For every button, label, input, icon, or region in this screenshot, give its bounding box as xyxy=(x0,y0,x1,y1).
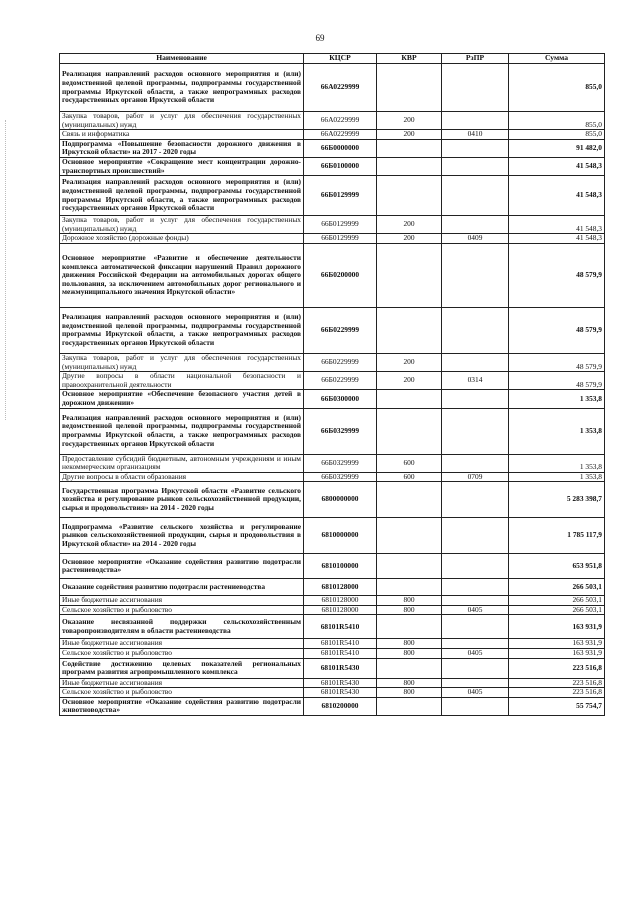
row-name-text: Основное мероприятие «Развитие и обеспечение деятельности комплекса автоматической фиксации нарушений Правил дорожного движения Российской Федерации на автомобильных дорогах общего пользования, за исключением автомобильных дорог регионального и межмуниципального значения Иркутской области» xyxy=(62,252,301,297)
cell-sum: 48 579,9 xyxy=(509,243,605,307)
table-row xyxy=(60,482,605,518)
row-name-text: Закупка товаров, работ и услуг для обеспечения государственных (муниципальных) нужд xyxy=(62,111,301,129)
cell-kcsr: 6810100000 xyxy=(304,554,377,579)
cell-kcsr: 66А0229999 xyxy=(304,130,377,140)
row-name-text: Иные бюджетные ассигнования xyxy=(62,638,163,648)
cell-name xyxy=(60,139,304,157)
cell-name xyxy=(60,658,304,678)
cell-sum: 41 548,3 xyxy=(509,216,605,234)
table-row xyxy=(60,64,605,112)
cell-name xyxy=(60,353,304,371)
cell-kcsr: 6810200000 xyxy=(304,697,377,715)
cell-name xyxy=(60,579,304,596)
budget-table xyxy=(59,53,605,716)
cell-kcsr: 6810128000 xyxy=(304,605,377,615)
page-number: 69 xyxy=(315,33,325,43)
cell-sum: 1 353,8 xyxy=(509,472,605,482)
cell-sum: 91 482,0 xyxy=(509,139,605,157)
header-sum: Сумма xyxy=(509,54,605,64)
cell-kcsr: 66Б0300000 xyxy=(304,390,377,408)
cell-kvr: 800 xyxy=(377,678,442,688)
cell-name xyxy=(60,390,304,408)
cell-kvr xyxy=(377,482,442,518)
cell-kcsr: 68101R5410 xyxy=(304,639,377,649)
row-name-text: Закупка товаров, работ и услуг для обеспечения государственных (муниципальных) нужд xyxy=(62,352,301,371)
table-row xyxy=(60,157,605,175)
cell-kvr xyxy=(377,408,442,454)
cell-kcsr: 66А0229999 xyxy=(304,112,377,130)
cell-sum: 41 548,3 xyxy=(509,176,605,216)
cell-kcsr: 6810128000 xyxy=(304,579,377,596)
cell-kcsr: 6810128000 xyxy=(304,596,377,606)
cell-kcsr: 66Б0129999 xyxy=(304,234,377,244)
cell-rzpr xyxy=(442,307,509,353)
header-kvr: КВР xyxy=(377,54,442,64)
cell-rzpr xyxy=(442,353,509,371)
cell-name xyxy=(60,454,304,472)
cell-sum: 163 931,9 xyxy=(509,649,605,659)
cell-kcsr: 66Б0329999 xyxy=(304,472,377,482)
cell-rzpr xyxy=(442,243,509,307)
cell-kcsr: 68101R5430 xyxy=(304,678,377,688)
cell-sum: 41 548,3 xyxy=(509,234,605,244)
cell-kvr xyxy=(377,64,442,112)
cell-rzpr: 0410 xyxy=(442,130,509,140)
table-row xyxy=(60,307,605,353)
cell-kcsr: 66Б0129999 xyxy=(304,176,377,216)
table-row xyxy=(60,353,605,371)
cell-rzpr xyxy=(442,658,509,678)
cell-kcsr: 66Б0329999 xyxy=(304,454,377,472)
cell-name xyxy=(60,518,304,554)
cell-kvr xyxy=(377,307,442,353)
cell-sum: 48 579,9 xyxy=(509,372,605,390)
cell-kvr: 800 xyxy=(377,649,442,659)
cell-rzpr: 0405 xyxy=(442,649,509,659)
cell-sum: 855,0 xyxy=(509,130,605,140)
cell-kvr: 800 xyxy=(377,605,442,615)
cell-kcsr: 68101R5410 xyxy=(304,649,377,659)
cell-kvr xyxy=(377,243,442,307)
cell-name xyxy=(60,605,304,615)
row-name-text: Сельское хозяйство и рыболовство xyxy=(62,687,172,697)
cell-rzpr xyxy=(442,176,509,216)
row-name-text: Сельское хозяйство и рыболовство xyxy=(62,604,172,614)
cell-rzpr: 0409 xyxy=(442,234,509,244)
row-name-text: Сельское хозяйство и рыболовство xyxy=(62,648,172,658)
cell-kcsr: 66Б0229999 xyxy=(304,353,377,371)
cell-kvr: 200 xyxy=(377,353,442,371)
header-rzpr: РзПР xyxy=(442,54,509,64)
cell-sum: 163 931,9 xyxy=(509,615,605,639)
cell-rzpr: 0405 xyxy=(442,605,509,615)
row-name-text: Подпрограмма «Повышение безопасности дорожного движения в Иркутской области» на 2017 - 2020 годы xyxy=(62,138,301,157)
cell-name xyxy=(60,688,304,698)
cell-name xyxy=(60,307,304,353)
cell-name xyxy=(60,482,304,518)
cell-rzpr xyxy=(442,482,509,518)
cell-name xyxy=(60,234,304,244)
row-name-text: Подпрограмма «Развитие сельского хозяйства и регулирование рынков сельскохозяйственной продукции, сырья и продовольствия в Иркутской области» на 2014 - 2020 годы xyxy=(62,521,301,549)
cell-rzpr xyxy=(442,216,509,234)
cell-kvr xyxy=(377,157,442,175)
cell-name xyxy=(60,649,304,659)
table-row xyxy=(60,454,605,472)
cell-sum: 653 951,8 xyxy=(509,554,605,579)
row-name-text: Основное мероприятие «Сокращение мест концентрации дорожно-транспортных происшествий» xyxy=(62,156,301,175)
cell-name xyxy=(60,372,304,390)
cell-rzpr xyxy=(442,615,509,639)
table-row xyxy=(60,243,605,307)
cell-rzpr xyxy=(442,408,509,454)
row-name-text: Основное мероприятие «Оказание содействия развитию подотрасли животноводства» xyxy=(62,696,301,715)
table-row xyxy=(60,605,605,615)
table-row xyxy=(60,615,605,639)
cell-rzpr xyxy=(442,596,509,606)
cell-kcsr: 68101R5430 xyxy=(304,658,377,678)
table-row xyxy=(60,408,605,454)
table-row xyxy=(60,518,605,554)
table-row xyxy=(60,112,605,130)
cell-name xyxy=(60,112,304,130)
cell-kcsr: 6810000000 xyxy=(304,518,377,554)
cell-rzpr xyxy=(442,139,509,157)
row-name-text: Реализация направлений расходов основного мероприятия и (или) ведомственной целевой программы, подпрограммы государственной программы Иркутской области, а также непрограммных расходов государственных органов Иркутской области xyxy=(62,312,301,348)
cell-rzpr xyxy=(442,518,509,554)
table-row xyxy=(60,390,605,408)
cell-kcsr: 68101R5410 xyxy=(304,615,377,639)
cell-sum: 223 516,8 xyxy=(509,678,605,688)
table-row xyxy=(60,579,605,596)
cell-rzpr xyxy=(442,64,509,112)
cell-name xyxy=(60,64,304,112)
cell-name xyxy=(60,176,304,216)
cell-rzpr: 0709 xyxy=(442,472,509,482)
cell-kvr xyxy=(377,615,442,639)
table-row xyxy=(60,688,605,698)
cell-name xyxy=(60,615,304,639)
cell-name xyxy=(60,130,304,140)
cell-kvr xyxy=(377,579,442,596)
cell-sum: 855,0 xyxy=(509,64,605,112)
cell-name xyxy=(60,157,304,175)
cell-rzpr xyxy=(442,554,509,579)
cell-kvr xyxy=(377,390,442,408)
table-row xyxy=(60,649,605,659)
table-row xyxy=(60,130,605,140)
row-name-text: Закупка товаров, работ и услуг для обеспечения государственных (муниципальных) нужд xyxy=(62,215,301,233)
row-name-text: Иные бюджетные ассигнования xyxy=(62,595,163,605)
header-name: Наименование xyxy=(60,54,304,64)
row-name-text: Государственная программа Иркутской области «Развитие сельского хозяйства и регулирование рынков сельскохозяйственной продукции, сырья и продовольствия» на 2014 - 2020 годы xyxy=(62,485,301,513)
cell-kvr: 200 xyxy=(377,130,442,140)
cell-sum: 266 503,1 xyxy=(509,605,605,615)
cell-kcsr: 66А0229999 xyxy=(304,64,377,112)
row-name-text: Реализация направлений расходов основного мероприятия и (или) ведомственной целевой программы, подпрограммы государственной программы Иркутской области, а также непрограммных расходов государственных органов Иркутской области xyxy=(62,69,301,105)
cell-kvr xyxy=(377,518,442,554)
cell-kcsr: 66Б0200000 xyxy=(304,243,377,307)
cell-sum: 5 283 398,7 xyxy=(509,482,605,518)
cell-name xyxy=(60,243,304,307)
cell-kcsr: 66Б0129999 xyxy=(304,216,377,234)
cell-kcsr: 66Б0100000 xyxy=(304,157,377,175)
header-kcsr: КЦСР xyxy=(304,54,377,64)
cell-rzpr xyxy=(442,390,509,408)
table-row xyxy=(60,139,605,157)
cell-kcsr: 68101R5430 xyxy=(304,688,377,698)
cell-kvr: 800 xyxy=(377,596,442,606)
table-row xyxy=(60,554,605,579)
row-name-text: Предоставление субсидий бюджетным, автономным учреждениям и иным некоммерческим организациям xyxy=(62,453,301,472)
cell-sum: 1 353,8 xyxy=(509,390,605,408)
table-row xyxy=(60,216,605,234)
row-name-text: Другие вопросы в области образования xyxy=(62,471,187,481)
row-name-text: Содействие достижению целевых показателей региональных программ развития агропромышленного комплекса xyxy=(62,658,301,677)
cell-sum: 41 548,3 xyxy=(509,157,605,175)
cell-kvr xyxy=(377,139,442,157)
table-row xyxy=(60,372,605,390)
row-name-text: Связь и информатика xyxy=(62,129,130,139)
cell-kvr: 200 xyxy=(377,234,442,244)
cell-rzpr xyxy=(442,112,509,130)
cell-kcsr: 66Б0229999 xyxy=(304,307,377,353)
cell-rzpr: 0314 xyxy=(442,372,509,390)
cell-name xyxy=(60,697,304,715)
cell-rzpr xyxy=(442,454,509,472)
row-name-text: Иные бюджетные ассигнования xyxy=(62,677,163,687)
cell-kvr xyxy=(377,697,442,715)
cell-sum: 1 353,8 xyxy=(509,454,605,472)
cell-kvr: 600 xyxy=(377,472,442,482)
cell-sum: 163 931,9 xyxy=(509,639,605,649)
cell-sum: 223 516,8 xyxy=(509,688,605,698)
cell-sum: 266 503,1 xyxy=(509,579,605,596)
table-row xyxy=(60,176,605,216)
cell-sum: 1 353,8 xyxy=(509,408,605,454)
cell-kcsr: 66Б0000000 xyxy=(304,139,377,157)
cell-kvr xyxy=(377,176,442,216)
cell-sum: 55 754,7 xyxy=(509,697,605,715)
cell-rzpr: 0405 xyxy=(442,688,509,698)
row-name-text: Оказание содействия развитию подотрасли растениеводства xyxy=(62,581,266,591)
row-name-text: Реализация направлений расходов основного мероприятия и (или) ведомственной целевой программы, подпрограммы государственной программы Иркутской области, а также непрограммных расходов государственных органов Иркутской области xyxy=(62,412,301,448)
row-name-text: Основное мероприятие «Оказание содействия развитию подотрасли растениеводства» xyxy=(62,556,301,575)
row-name-text: Другие вопросы в области национальной безопасности и правоохранительной деятельности xyxy=(62,371,301,389)
row-name-text: Реализация направлений расходов основного мероприятия и (или) ведомственной целевой программы, подпрограммы государственной программы Иркутской области, а также непрограммных расходов государственных органов Иркутской области xyxy=(62,177,301,213)
cell-kcsr: 66Б0229999 xyxy=(304,372,377,390)
table-row xyxy=(60,234,605,244)
row-name-text: Дорожное хозяйство (дорожные фонды) xyxy=(62,233,189,243)
table-row xyxy=(60,596,605,606)
cell-name xyxy=(60,596,304,606)
table-row xyxy=(60,472,605,482)
cell-sum: 223 516,8 xyxy=(509,658,605,678)
cell-sum: 48 579,9 xyxy=(509,307,605,353)
margin-marks xyxy=(5,120,8,420)
cell-rzpr xyxy=(442,697,509,715)
cell-kcsr: 6800000000 xyxy=(304,482,377,518)
table-header-row xyxy=(60,54,605,64)
cell-kvr: 800 xyxy=(377,688,442,698)
cell-kvr: 200 xyxy=(377,372,442,390)
cell-sum: 48 579,9 xyxy=(509,353,605,371)
cell-kvr: 600 xyxy=(377,454,442,472)
cell-name xyxy=(60,216,304,234)
table-row xyxy=(60,697,605,715)
cell-kvr xyxy=(377,658,442,678)
cell-name xyxy=(60,408,304,454)
row-name-text: Оказание несвязанной поддержки сельскохозяйственным товаропроизводителям в области растениеводства xyxy=(62,617,301,635)
cell-name xyxy=(60,554,304,579)
cell-sum: 1 785 117,9 xyxy=(509,518,605,554)
cell-kvr: 200 xyxy=(377,216,442,234)
cell-rzpr xyxy=(442,157,509,175)
table-row xyxy=(60,658,605,678)
cell-rzpr xyxy=(442,579,509,596)
row-name-text: Основное мероприятие «Обеспечение безопасного участия детей в дорожном движении» xyxy=(62,389,301,407)
table-body xyxy=(60,64,605,716)
cell-name xyxy=(60,472,304,482)
cell-sum: 266 503,1 xyxy=(509,596,605,606)
cell-kvr xyxy=(377,554,442,579)
cell-sum: 855,0 xyxy=(509,112,605,130)
cell-kvr: 200 xyxy=(377,112,442,130)
cell-kvr: 800 xyxy=(377,639,442,649)
cell-kcsr: 66Б0329999 xyxy=(304,408,377,454)
